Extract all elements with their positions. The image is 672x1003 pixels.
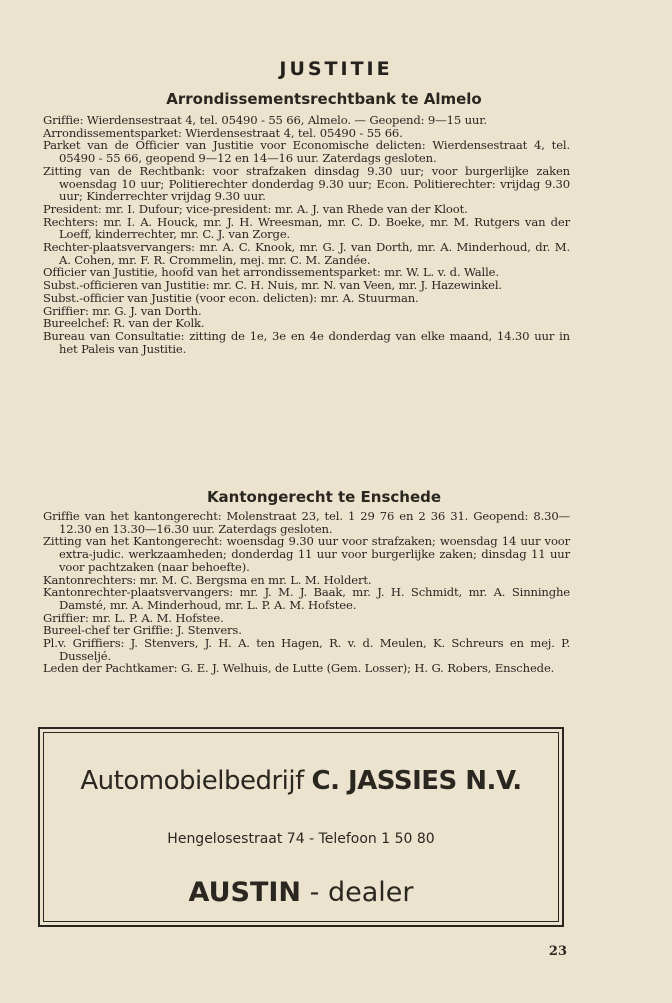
entry-leden-pachtkamer: Leden der Pachtkamer: G. E. J. Welhuis, de Lutte (Gem. Losser); H. G. Robers, Enschede. [43,661,555,676]
ad-company-name: C. JASSIES N.V. [311,766,522,796]
ad-brand: AUSTIN [188,877,302,908]
entry-griffier: Griffier: mr. G. J. van Dorth. [43,303,202,318]
entry-rechter-plaatsvervangers: Rechter-plaatsvervangers: mr. A. C. Knook, mr. G. J. van Dorth, mr. A. Minderhoud, dr. M. A. Cohen, mr. F. R. Crommelin, mej. mr. C. M. Zandée. [43,240,570,267]
page-number: 23 [548,944,567,959]
entry-griffie-kantongerecht: Griffie van het kantongerecht: Molenstraat 23, tel. 1 29 76 en 2 36 31. Geopend: 8.30—12.30 en 13.30—16.30 uur. Zaterdags gesloten. [43,509,570,536]
entry-kantonrechter-plaatsvervangers: Kantonrechter-plaatsvervangers: mr. J. M. J. Baak, mr. J. H. Schmidt, mr. A. Sinninghe Damsté, mr. A. Minderhoud, mr. L. P. A. M. Hofstee. [43,585,570,612]
entry-president: President: mr. I. Dufour; vice-president: mr. A. J. van Rhede van der Kloot. [43,201,468,216]
entry-bureelchef: Bureelchef: R. van der Kolk. [43,316,205,331]
entry-plv-griffiers: Pl.v. Griffiers: J. Stenvers, J. H. A. ten Hagen, R. v. d. Meulen, K. Schreurs en mej. P. Dusseljé. [43,636,570,663]
entry-griffier-kanton: Griffier: mr. L. P. A. M. Hofstee. [43,610,224,625]
entry-kantonrechters: Kantonrechters: mr. M. C. Bergsma en mr. L. M. Holdert. [43,572,372,587]
section-heading-enschede: Kantongerecht te Enschede [206,488,442,506]
entry-zitting-kantongerecht: Zitting van het Kantongerecht: woensdag 9.30 uur voor strafzaken; woensdag 14 uur voor extra-judic. werkzaamheden; donderdag 11 uur voor burgerlijke zaken; dinsdag 11 uur voor pachtzaken (naar behoefte). [43,534,570,574]
ad-address: Hengelosestraat 74 - Telefoon 1 50 80 [167,831,435,847]
entry-subst-officier-econ: Subst.-officier van Justitie (voor econ. delicten): mr. A. Stuurman. [43,290,419,305]
ad-brand-line [44,877,558,908]
entry-bureau-consultatie: Bureau van Consultatie: zitting de 1e, 3e en 4e donderdag van elke maand, 14.30 uur in het Paleis van Justitie. [43,328,570,356]
entry-subst-officieren: Subst.-officieren van Justitie: mr. C. H. Nuis, mr. N. van Veen, mr. J. Hazewinkel. [43,278,502,293]
section-heading-almelo: Arrondissementsrechtbank te Almelo [166,90,482,108]
almelo-entries [43,114,570,355]
ad-brand-suffix: - dealer [309,877,414,908]
entry-officier: Officier van Justitie, hoofd van het arrondissementsparket: mr. W. L. v. d. Walle. [43,265,499,280]
entry-bureel-chef-griffie: Bureel-chef ter Griffie: J. Stenvers. [43,623,242,638]
ad-prefix: Automobielbedrijf [80,766,304,796]
enschede-entries [43,510,570,675]
entry-arrondissementsparket: Arrondissementsparket: Wierdensestraat 4, tel. 05490 - 55 66. [43,125,403,140]
entry-rechters: Rechters: mr. I. A. Houck, mr. J. H. Wreesman, mr. C. D. Boeke, mr. M. Rutgers van der Loeff, kinderrechter, mr. C. J. van Zorge. [43,214,570,242]
ad-headline [44,766,558,796]
advertisement-box [38,727,564,927]
entry-parket-econ: Parket van de Officier van Justitie voor Economische delicten: Wierdensestraat 4, tel. 05490 - 55 66, geopend 9—12 en 14—16 uur. Zaterdags gesloten. [43,138,570,166]
entry-griffie: Griffie: Wierdensestraat 4, tel. 05490 - 55 66, Almelo. — Geopend: 9—15 uur. [43,113,487,127]
advertisement-inner-border [43,732,559,922]
entry-zitting-rechtbank: Zitting van de Rechtbank: voor strafzaken dinsdag 9.30 uur; voor burgerlijke zaken woensdag 10 uur; Politierechter donderdag 9.30 uur; Econ. Politierechter: vrijdag 9.30 uur; Kinderrechter vrijdag 9.30 uur. [43,163,570,204]
page-title: JUSTITIE [279,58,393,80]
